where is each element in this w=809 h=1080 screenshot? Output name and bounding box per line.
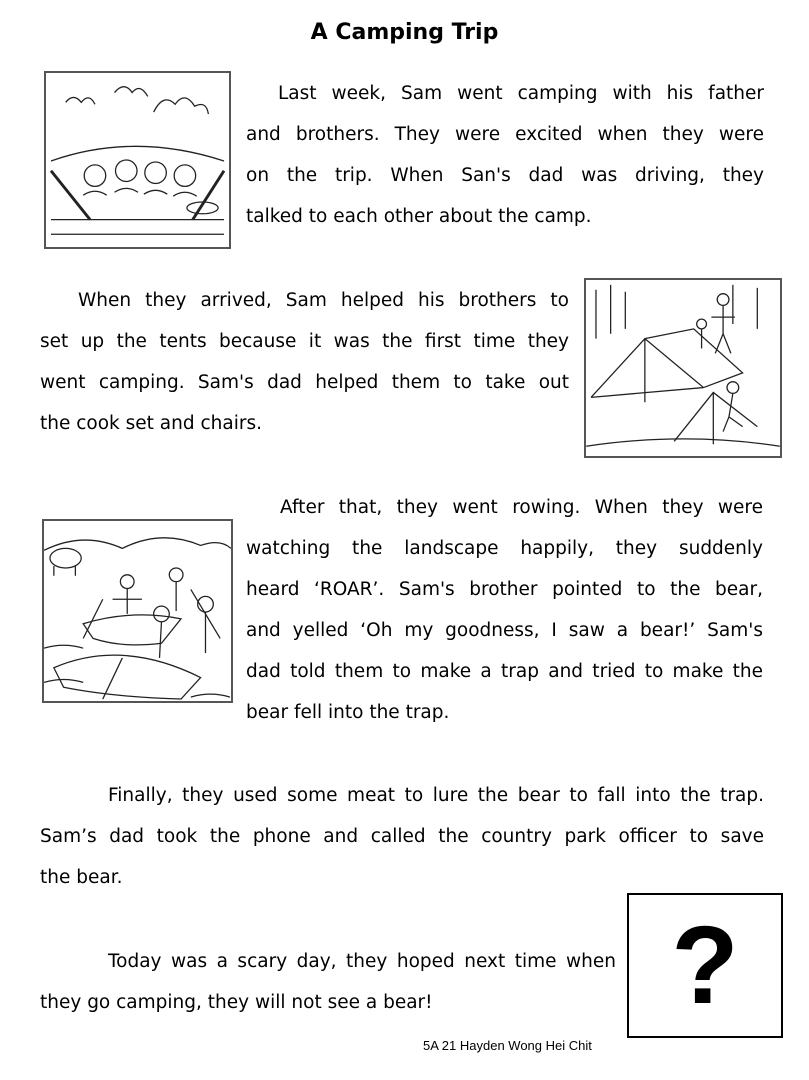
paragraph-2 <box>40 280 569 444</box>
paragraph-line: set up the tents because it was the first time they <box>40 331 569 352</box>
paragraph-line: bear fell into the trap. <box>246 702 450 723</box>
paragraph-line: After that, they went rowing. When they were <box>280 497 763 518</box>
rowing-illustration <box>42 519 233 703</box>
paragraph-line: they go camping, they will not see a bear! <box>40 992 433 1013</box>
question-mark-box <box>627 893 783 1038</box>
paragraph-1 <box>246 73 764 237</box>
paragraph-line: When they arrived, Sam helped his brothers to <box>78 290 569 311</box>
paragraph-4 <box>40 775 764 898</box>
paragraph-line: went camping. Sam's dad helped them to take out <box>40 372 569 393</box>
paragraph-line: Sam’s dad took the phone and called the country park officer to save <box>40 826 764 847</box>
car-drawing-icon <box>46 73 229 247</box>
tents-illustration <box>584 278 782 458</box>
paragraph-line: the bear. <box>40 867 123 888</box>
paragraph-line: Today was a scary day, they hoped next time when <box>108 951 616 972</box>
paragraph-line: and yelled ‘Oh my goodness, I saw a bear!’ Sam's <box>246 620 763 641</box>
paragraph-line: on the trip. When San's dad was driving, they <box>246 165 764 186</box>
paragraph-line: heard ‘ROAR’. Sam's brother pointed to the bear, <box>246 579 763 600</box>
paragraph-5 <box>40 941 616 1023</box>
question-mark-icon: ? <box>671 904 739 1027</box>
car-illustration <box>44 71 231 249</box>
tents-drawing-icon <box>586 280 780 456</box>
paragraph-line: Finally, they used some meat to lure the bear to fall into the trap. <box>108 785 764 806</box>
paragraph-line: watching the landscape happily, they suddenly <box>246 538 763 559</box>
paragraph-3 <box>246 487 763 733</box>
page-title: A Camping Trip <box>310 20 499 45</box>
paragraph-line: dad told them to make a trap and tried to make the <box>246 661 763 682</box>
paragraph-line: and brothers. They were excited when they were <box>246 124 764 145</box>
rowing-drawing-icon <box>44 521 231 701</box>
author-footer: 5A 21 Hayden Wong Hei Chit <box>423 1038 592 1053</box>
paragraph-line: the cook set and chairs. <box>40 413 262 434</box>
paragraph-line: talked to each other about the camp. <box>246 206 592 227</box>
paragraph-line: Last week, Sam went camping with his father <box>278 83 764 104</box>
